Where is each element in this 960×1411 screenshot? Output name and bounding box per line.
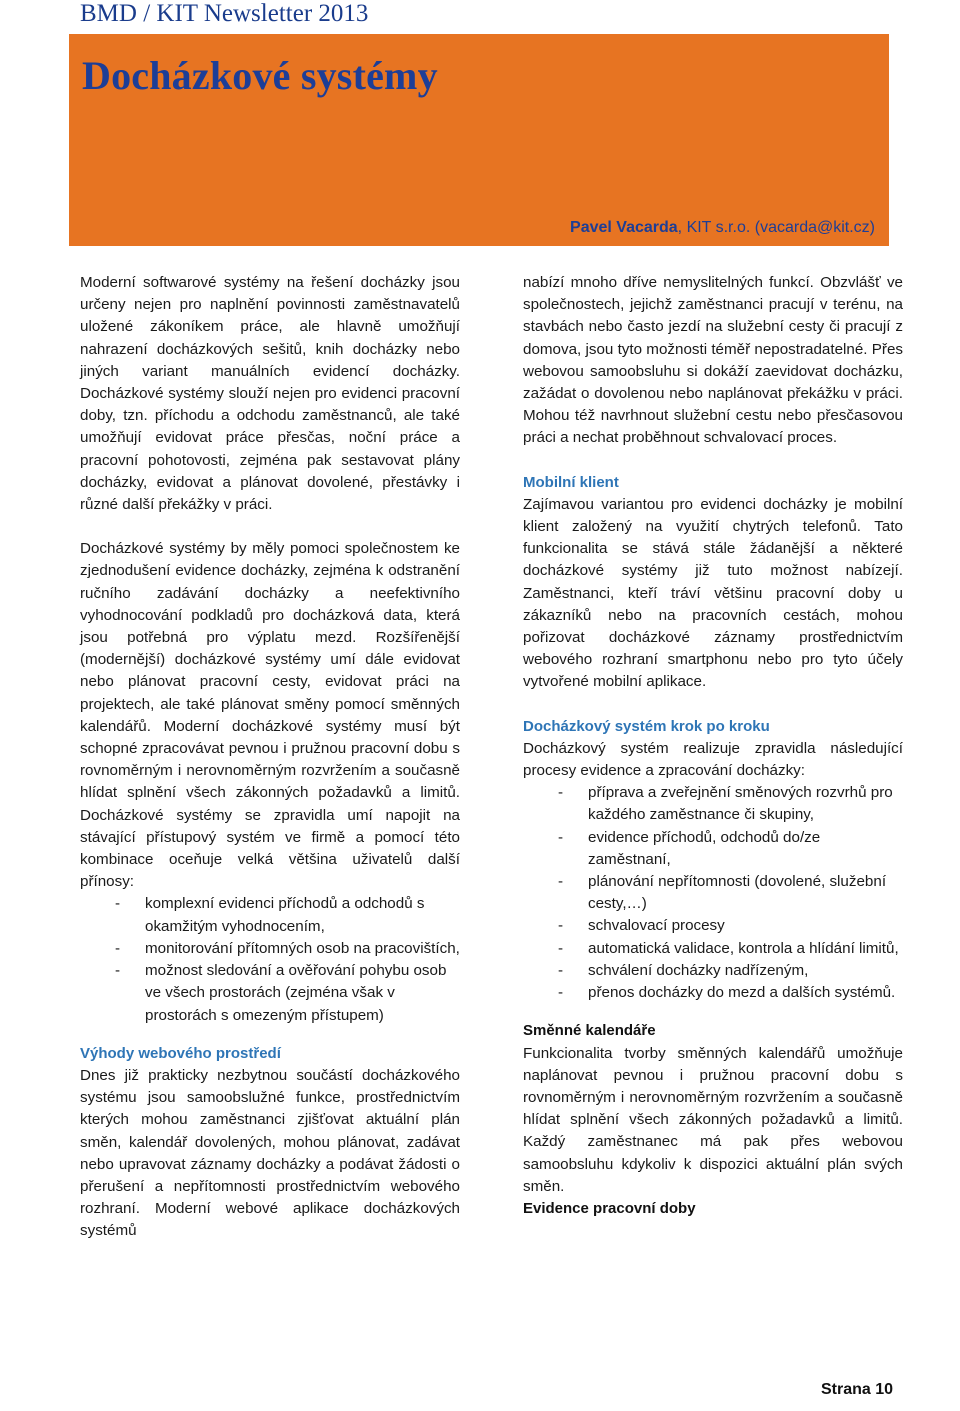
list-item: - příprava a zveřejnění směnových rozvrhů pro každého zaměstnance či skupiny, — [523, 782, 903, 826]
paragraph-gap — [523, 1004, 903, 1020]
page-number: Strana 10 — [821, 1381, 894, 1398]
web-continued-paragraph: nabízí mnoho dříve nemyslitelných funkcí. Obzvlášť ve společnostech, jejichž zaměstnanci pracují v terénu, na stavbách nebo často jezdí na služební cesty či pracují z domova, jsou tyto možnosti téměř nepostradatelné. Přes webovou samoobsluhu si dokáží zaevidovat docházku, zažádat o dovolenou nebo naplánovat překážku v práci. Mohou též navrhnout služební cestu nebo přesčasovou práci a nechat proběhnout schvalovací proces. — [523, 274, 903, 447]
section-heading-steps: Docházkový systém krok po kroku — [523, 717, 770, 735]
web-paragraph: Dnes již prakticky nezbytnou součástí docházkového systému jsou samoobslužné funkce, prostřednictvím kterých mohou zaměstnanci zjišťovat aktuální plán směn, kalendář dovolených, mohou plánovat, zadávat nebo upravovat záznamy docházky a podávat žádosti o přerušení a nepřítomnosti prostřednictvím webového rozhraní. Moderní webové aplikace docházkových systémů — [80, 1066, 460, 1240]
list-item: - schválení docházky nadřízeným, — [523, 960, 903, 982]
list-item: - komplexní evidenci příchodů a odchodů s okamžitým vyhodnocením, — [80, 893, 460, 937]
benefits-list — [80, 893, 460, 1026]
author-name: Pavel Vacarda — [570, 219, 678, 236]
list-item: - přenos docházky do mezd a dalších systémů. — [523, 982, 903, 1004]
title-banner — [69, 34, 889, 246]
steps-intro-paragraph: Docházkový systém realizuje zpravidla následující procesy evidence a zpracování docházky: — [523, 739, 903, 780]
list-item: - plánování nepřítomnosti (dovolené, služební cesty,…) — [523, 871, 903, 915]
section-heading-mobile: Mobilní klient — [523, 473, 619, 491]
author-line — [570, 219, 875, 237]
purpose-paragraph: Docházkové systémy by měly pomoci společnostem ke zjednodušení evidence docházky, zejména k odstranění ručního zadávání docházky a neefektivního vyhodnocování podkladů pro docházková data, která jsou potřebná pro výplatu mezd. Rozšířenější (modernější) docházkové systémy umí dále evidovat nebo plánovat pracovní cesty, evidovat práci na projektech, ale také plánovat směny pomocí směnných kalendářů. Moderní docházkové systémy musí být schopné zpracovávat pevnou i pružnou pracovní dobu s rovnoměrným i nerovnoměrným rozvržením a současně hlídat splnění všech zákonných požadavků a limitů. Docházkové systémy se zpravidla umí napojit na stávající přístupový systém ve firmě a pomocí této kombinace oceňuje velká většina uživatelů další přínosy: — [80, 540, 460, 891]
shift-calendars-paragraph: Funkcionalita tvorby směnných kalendářů umožňuje naplánovat pevnou i pružnou pracovní dobu s rovnoměrným i nerovnoměrným rozvržením a současně hlídat splnění všech zákonných požadavků a limitů. Každý zaměstnanec má pak přes webovou samoobsluhu kdykoliv k dispozici aktuální plán svých směn. — [523, 1044, 903, 1195]
paragraph-gap — [80, 516, 460, 538]
list-item: - schvalovací procesy — [523, 915, 903, 937]
author-affiliation: , KIT s.r.o. (vacarda@kit.cz) — [677, 219, 875, 236]
list-item: - monitorování přítomných osob na pracovištích, — [80, 938, 460, 960]
newsletter-header: BMD / KIT Newsletter 2013 — [80, 0, 369, 27]
section-heading-web: Výhody webového prostředí — [80, 1044, 281, 1062]
article-title: Docházkové systémy — [82, 53, 438, 98]
list-item: - možnost sledování a ověřování pohybu osob ve všech prostorách (zejména však v prostorách s omezeným přístupem) — [80, 960, 460, 1027]
steps-list — [523, 782, 903, 1004]
right-column — [523, 272, 903, 1220]
section-heading-evidence: Evidence pracovní doby — [523, 1199, 696, 1217]
paragraph-gap — [523, 450, 903, 472]
section-heading-shift-calendars: Směnné kalendáře — [523, 1022, 656, 1040]
intro-paragraph: Moderní softwarové systémy na řešení docházky jsou určeny nejen pro naplnění povinnosti zaměstnavatelů uložené zákoníkem práce, ale hlavně umožňují nahrazení docházkových sešitů, knih docházky nebo jiných variant manuálních evidencí docházky. Docházkové systémy slouží nejen pro evidenci pracovní doby, tzn. příchodu a odchodu zaměstnanců, ale také umožňují evidovat práce přesčas, noční práce a pracovní pohotovosti, zejména pak sestavovat plány docházky, evidovat a plánovat dovolené, přestávky i různé další překážky v práci. — [80, 274, 460, 514]
left-column — [80, 272, 460, 1243]
list-item: - automatická validace, kontrola a hlídání limitů, — [523, 938, 903, 960]
list-item: - evidence příchodů, odchodů do/ze zaměstnaní, — [523, 827, 903, 871]
paragraph-gap — [523, 694, 903, 716]
mobile-paragraph: Zajímavou variantou pro evidenci docházky je mobilní klient založený na využití chytrých telefonů. Tato funkcionalita se stává stále žádanější a některé docházkové systémy již tuto možnost nabízejí. Zaměstnanci, kteří tráví většinu pracovní doby u zákazníků nebo na pracovních cestách, mohou pořizovat docházkové záznamy prostřednictvím webového rozhraní smartphonu nebo pro tyto účely vytvořené mobilní aplikace. — [523, 495, 903, 691]
paragraph-gap — [80, 1027, 460, 1043]
